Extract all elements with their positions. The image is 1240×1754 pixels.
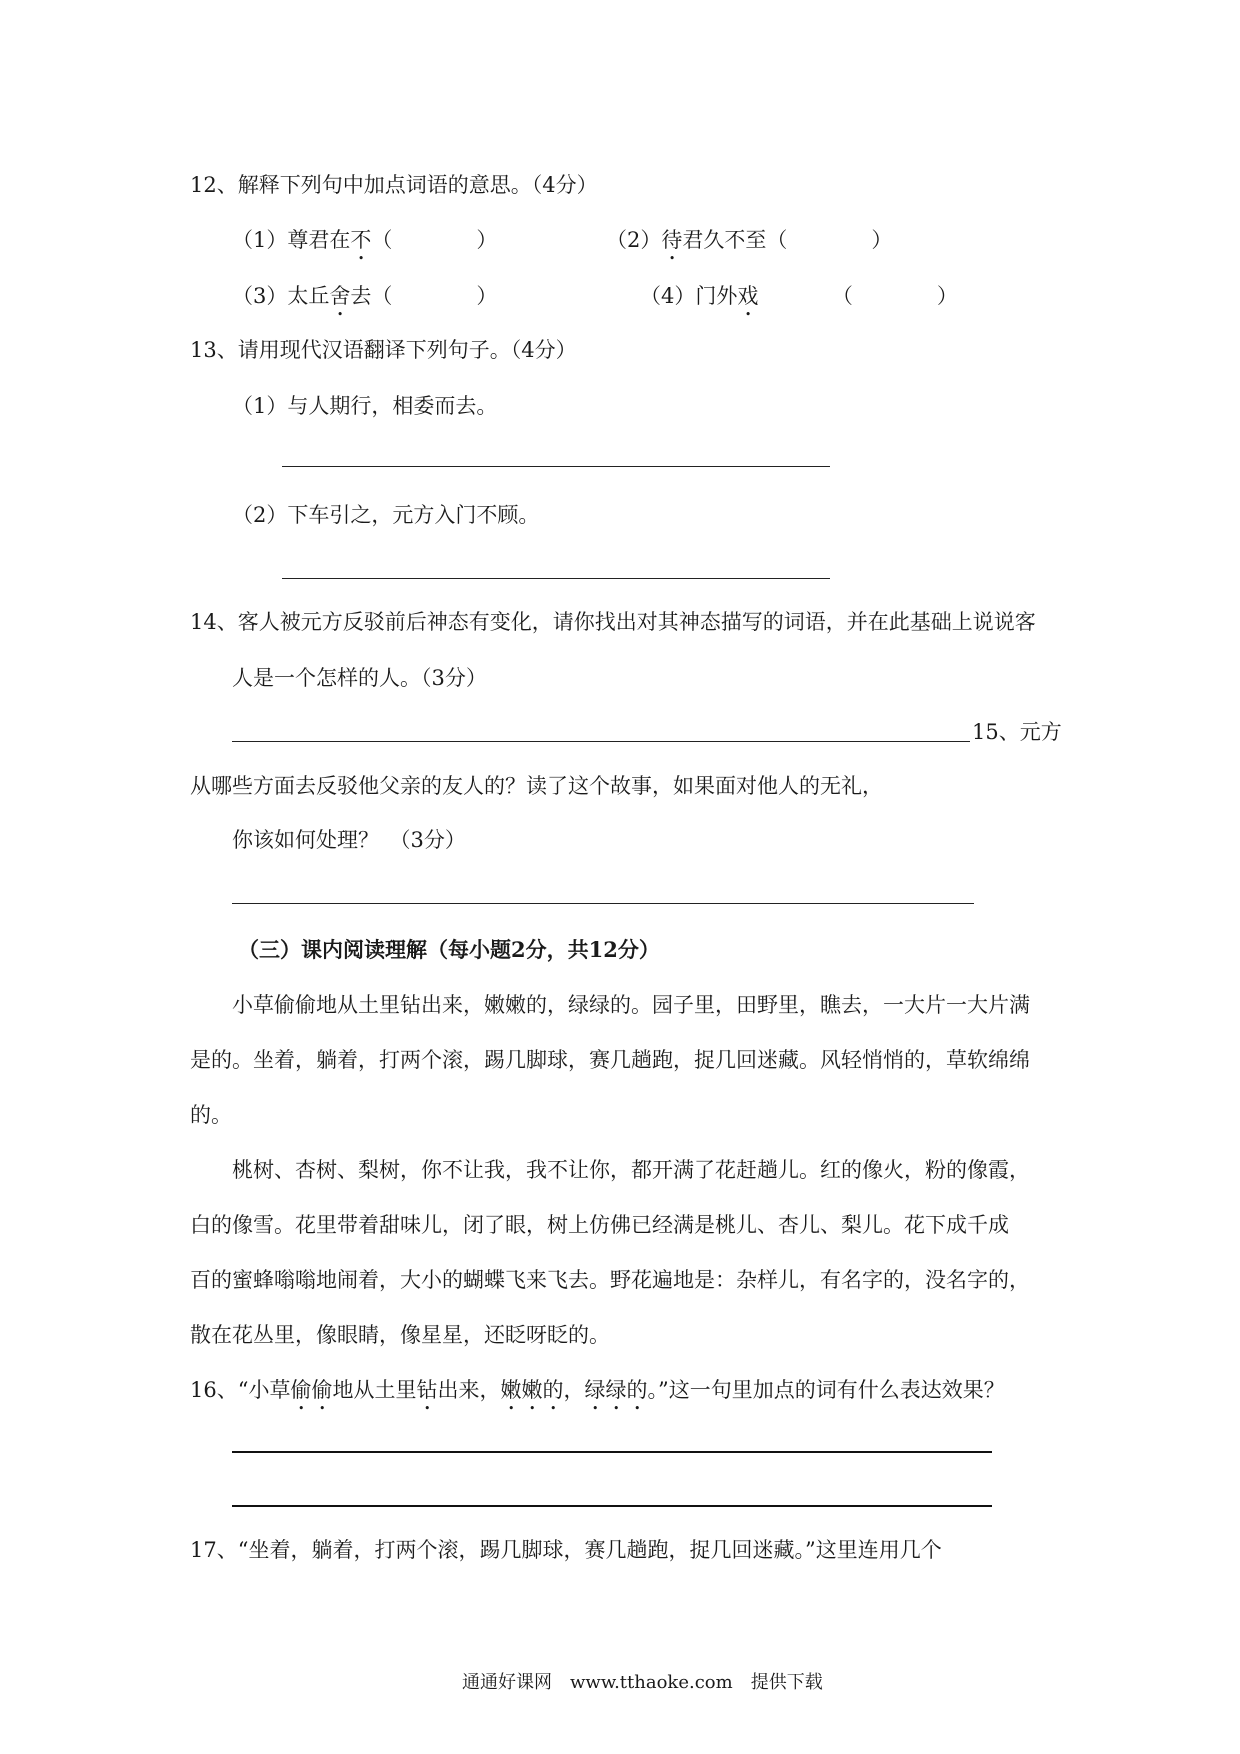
page-footer: 通通好课网 www.tthaoke.com 提供下载 <box>462 1672 823 1693</box>
q13-stem: 13、请用现代汉语翻译下列句子。（4分） <box>190 338 577 362</box>
section-title: （三）课内阅读理解（每小题2分，共12分） <box>238 937 660 962</box>
q12-item-1: （1）尊君在不（ ） <box>232 228 498 252</box>
dotted-word: 嫩嫩的，绿绿的 <box>500 1378 648 1402</box>
answer-line <box>232 903 974 904</box>
q15-line-3: 你该如何处理？ （3分） <box>232 828 466 852</box>
q12-stem: 12、解释下列句中加点词语的意思。（4分） <box>190 173 598 197</box>
dotted-word: 舍 <box>329 284 351 308</box>
q15-start: 15、元方 <box>972 720 1062 744</box>
answer-line <box>282 578 830 579</box>
passage-p2-line-4: 散在花丛里，像眼睛，像星星，还眨呀眨的。 <box>190 1323 610 1347</box>
passage-p1-line-1: 小草偷偷地从土里钻出来，嫩嫩的，绿绿的。园子里，田野里，瞧去，一大片一大片满 <box>232 993 1030 1017</box>
dotted-word: 戏 <box>737 284 759 308</box>
answer-line <box>282 466 830 467</box>
passage-p1-line-2: 是的。坐着，躺着，打两个滚，踢几脚球，赛几趟跑，捉几回迷藏。风轻悄悄的，草软绵绵 <box>190 1048 1030 1072</box>
dotted-word: 偷偷 <box>290 1378 333 1402</box>
q14-line-2: 人是一个怎样的人。（3分） <box>232 666 487 690</box>
answer-line <box>232 741 970 742</box>
passage-p2-line-2: 白的像雪。花里带着甜味儿，闭了眼，树上仿佛已经满是桃儿、杏儿、梨儿。花下成千成 <box>190 1213 1009 1237</box>
q14-line-1: 14、客人被元方反驳前后神态有变化，请你找出对其神态描写的词语，并在此基础上说说客 <box>190 610 1036 634</box>
dotted-word: 钻 <box>416 1378 438 1402</box>
q13-sentence-2: （2）下车引之，元方入门不顾。 <box>232 503 540 527</box>
q12-item-2: （2）待君久不至（ ） <box>606 228 893 252</box>
q12-item-4: （4）门外戏 （ ） <box>640 284 958 308</box>
dotted-word: 不 <box>350 228 372 252</box>
passage-p1-line-3: 的。 <box>190 1103 232 1127</box>
passage-p2-line-1: 桃树、杏树、梨树，你不让我，我不让你，都开满了花赶趟儿。红的像火，粉的像霞， <box>232 1158 1030 1182</box>
answer-line <box>232 1505 992 1507</box>
passage-p2-line-3: 百的蜜蜂嗡嗡地闹着，大小的蝴蝶飞来飞去。野花遍地是：杂样儿，有名字的，没名字的， <box>190 1268 1030 1292</box>
dotted-word: 待 <box>661 228 683 252</box>
q17-stem: 17、“坐着，躺着，打两个滚，踢几脚球，赛几趟跑，捉几回迷藏。”这里连用几个 <box>190 1538 942 1562</box>
q12-item-3: （3）太丘舍去（ ） <box>232 284 498 308</box>
answer-line <box>232 1451 992 1453</box>
q15-line-2: 从哪些方面去反驳他父亲的友人的？读了这个故事，如果面对他人的无礼， <box>190 774 883 798</box>
q16-stem: 16、“小草偷偷地从土里钻出来，嫩嫩的，绿绿的。”这一句里加点的词有什么表达效果？ <box>190 1378 1005 1402</box>
q13-sentence-1: （1）与人期行，相委而去。 <box>232 394 498 418</box>
